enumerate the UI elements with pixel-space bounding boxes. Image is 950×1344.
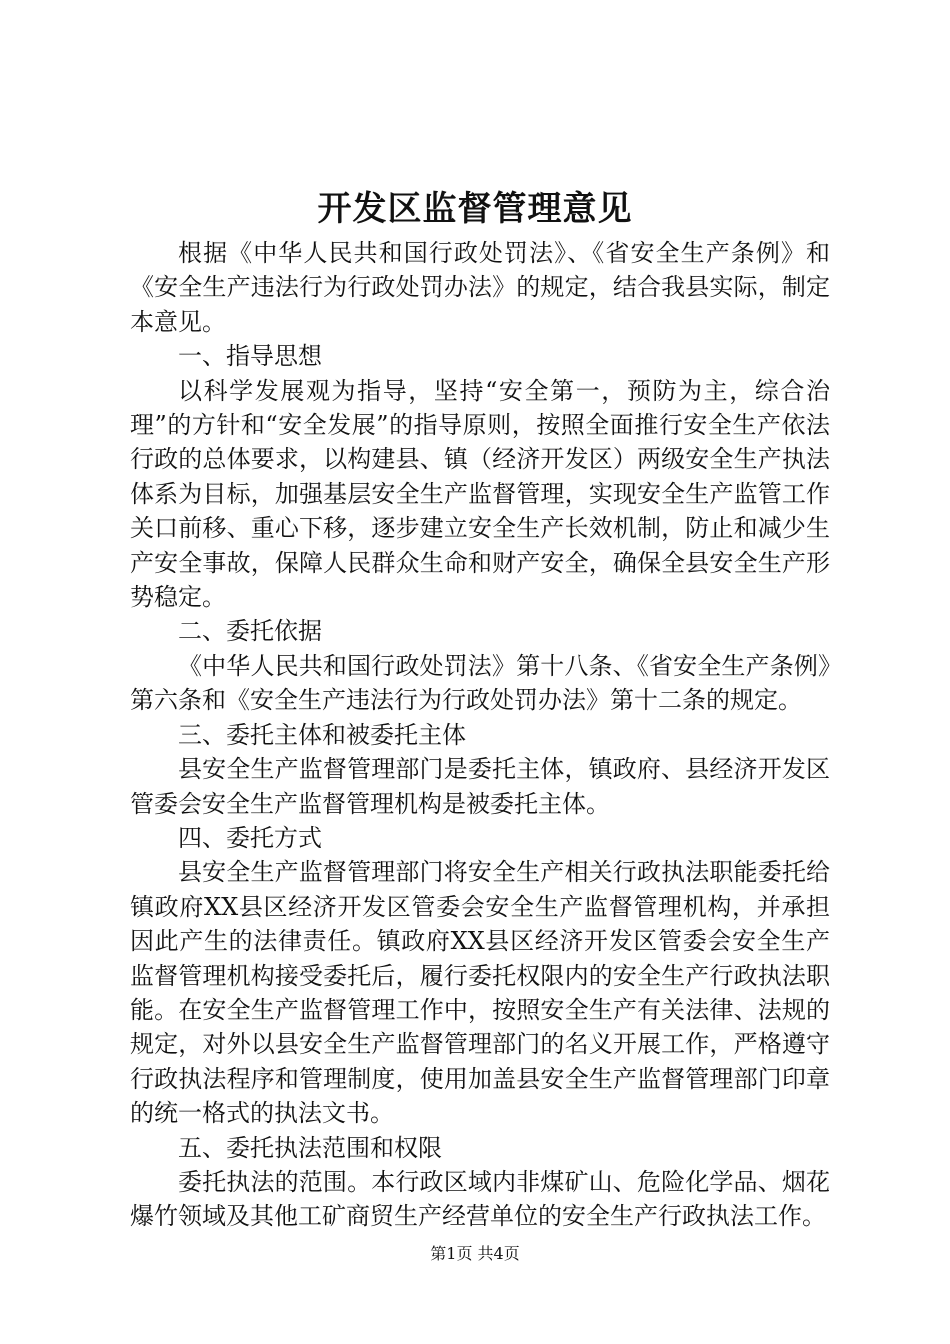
document-title: 开发区监督管理意见 xyxy=(317,189,633,229)
section-heading-3: 三、委托主体和被委托主体 xyxy=(178,720,466,749)
section-heading-2: 二、委托依据 xyxy=(178,617,322,646)
section-heading-1: 一、指导思想 xyxy=(178,342,322,371)
section-heading-4: 四、委托方式 xyxy=(178,823,322,852)
document-body xyxy=(130,236,830,1234)
section-heading-5: 五、委托执法范围和权限 xyxy=(178,1133,442,1162)
page-number-footer: 第1页 共4页 xyxy=(430,1244,520,1263)
paragraph-entrustment-basis: 《中华人民共和国行政处罚法》第十八条、《省安全生产条例》第六条和《安全生产违法行为行政处罚办法》第十二条的规定。 xyxy=(130,651,830,715)
paragraph-enforcement-scope: 委托执法的范围。本行政区域内非煤矿山、危险化学品、烟花爆竹领域及其他工矿商贸生产经营单位的安全生产行政执法工作。 xyxy=(130,1167,830,1231)
paragraph-guiding-ideology: 以科学发展观为指导，坚持“安全第一，预防为主，综合治理”的方针和“安全发展”的指导原则，按照全面推行安全生产依法行政的总体要求，以构建县、镇（经济开发区）两级安全生产执法体系为目标，加强基层安全生产监督管理，实现安全生产监管工作关口前移、重心下移，逐步建立安全生产长效机制，防止和减少生产安全事故，保障人民群众生命和财产安全，确保全县安全生产形势稳定。 xyxy=(130,376,830,612)
paragraph-entrusting-parties: 县安全生产监督管理部门是委托主体，镇政府、县经济开发区管委会安全生产监督管理机构是被委托主体。 xyxy=(130,755,830,818)
paragraph-entrustment-method: 县安全生产监督管理部门将安全生产相关行政执法职能委托给镇政府XX县区经济开发区管委会安全生产监督管理机构，并承担因此产生的法律责任。镇政府XX县区经济开发区管委会安全生产监督管理机构接受委托后，履行委托权限内的安全生产行政执法职能。在安全生产监督管理工作中，按照安全生产有关法律、法规的规定，对外以县安全生产监督管理部门的名义开展工作，严格遵守行政执法程序和管理制度，使用加盖县安全生产监督管理部门印章的统一格式的执法文书。 xyxy=(130,858,830,1128)
paragraph-intro: 根据《中华人民共和国行政处罚法》、《省安全生产条例》和《安全生产违法行为行政处罚办法》的规定，结合我县实际，制定本意见。 xyxy=(130,239,830,336)
